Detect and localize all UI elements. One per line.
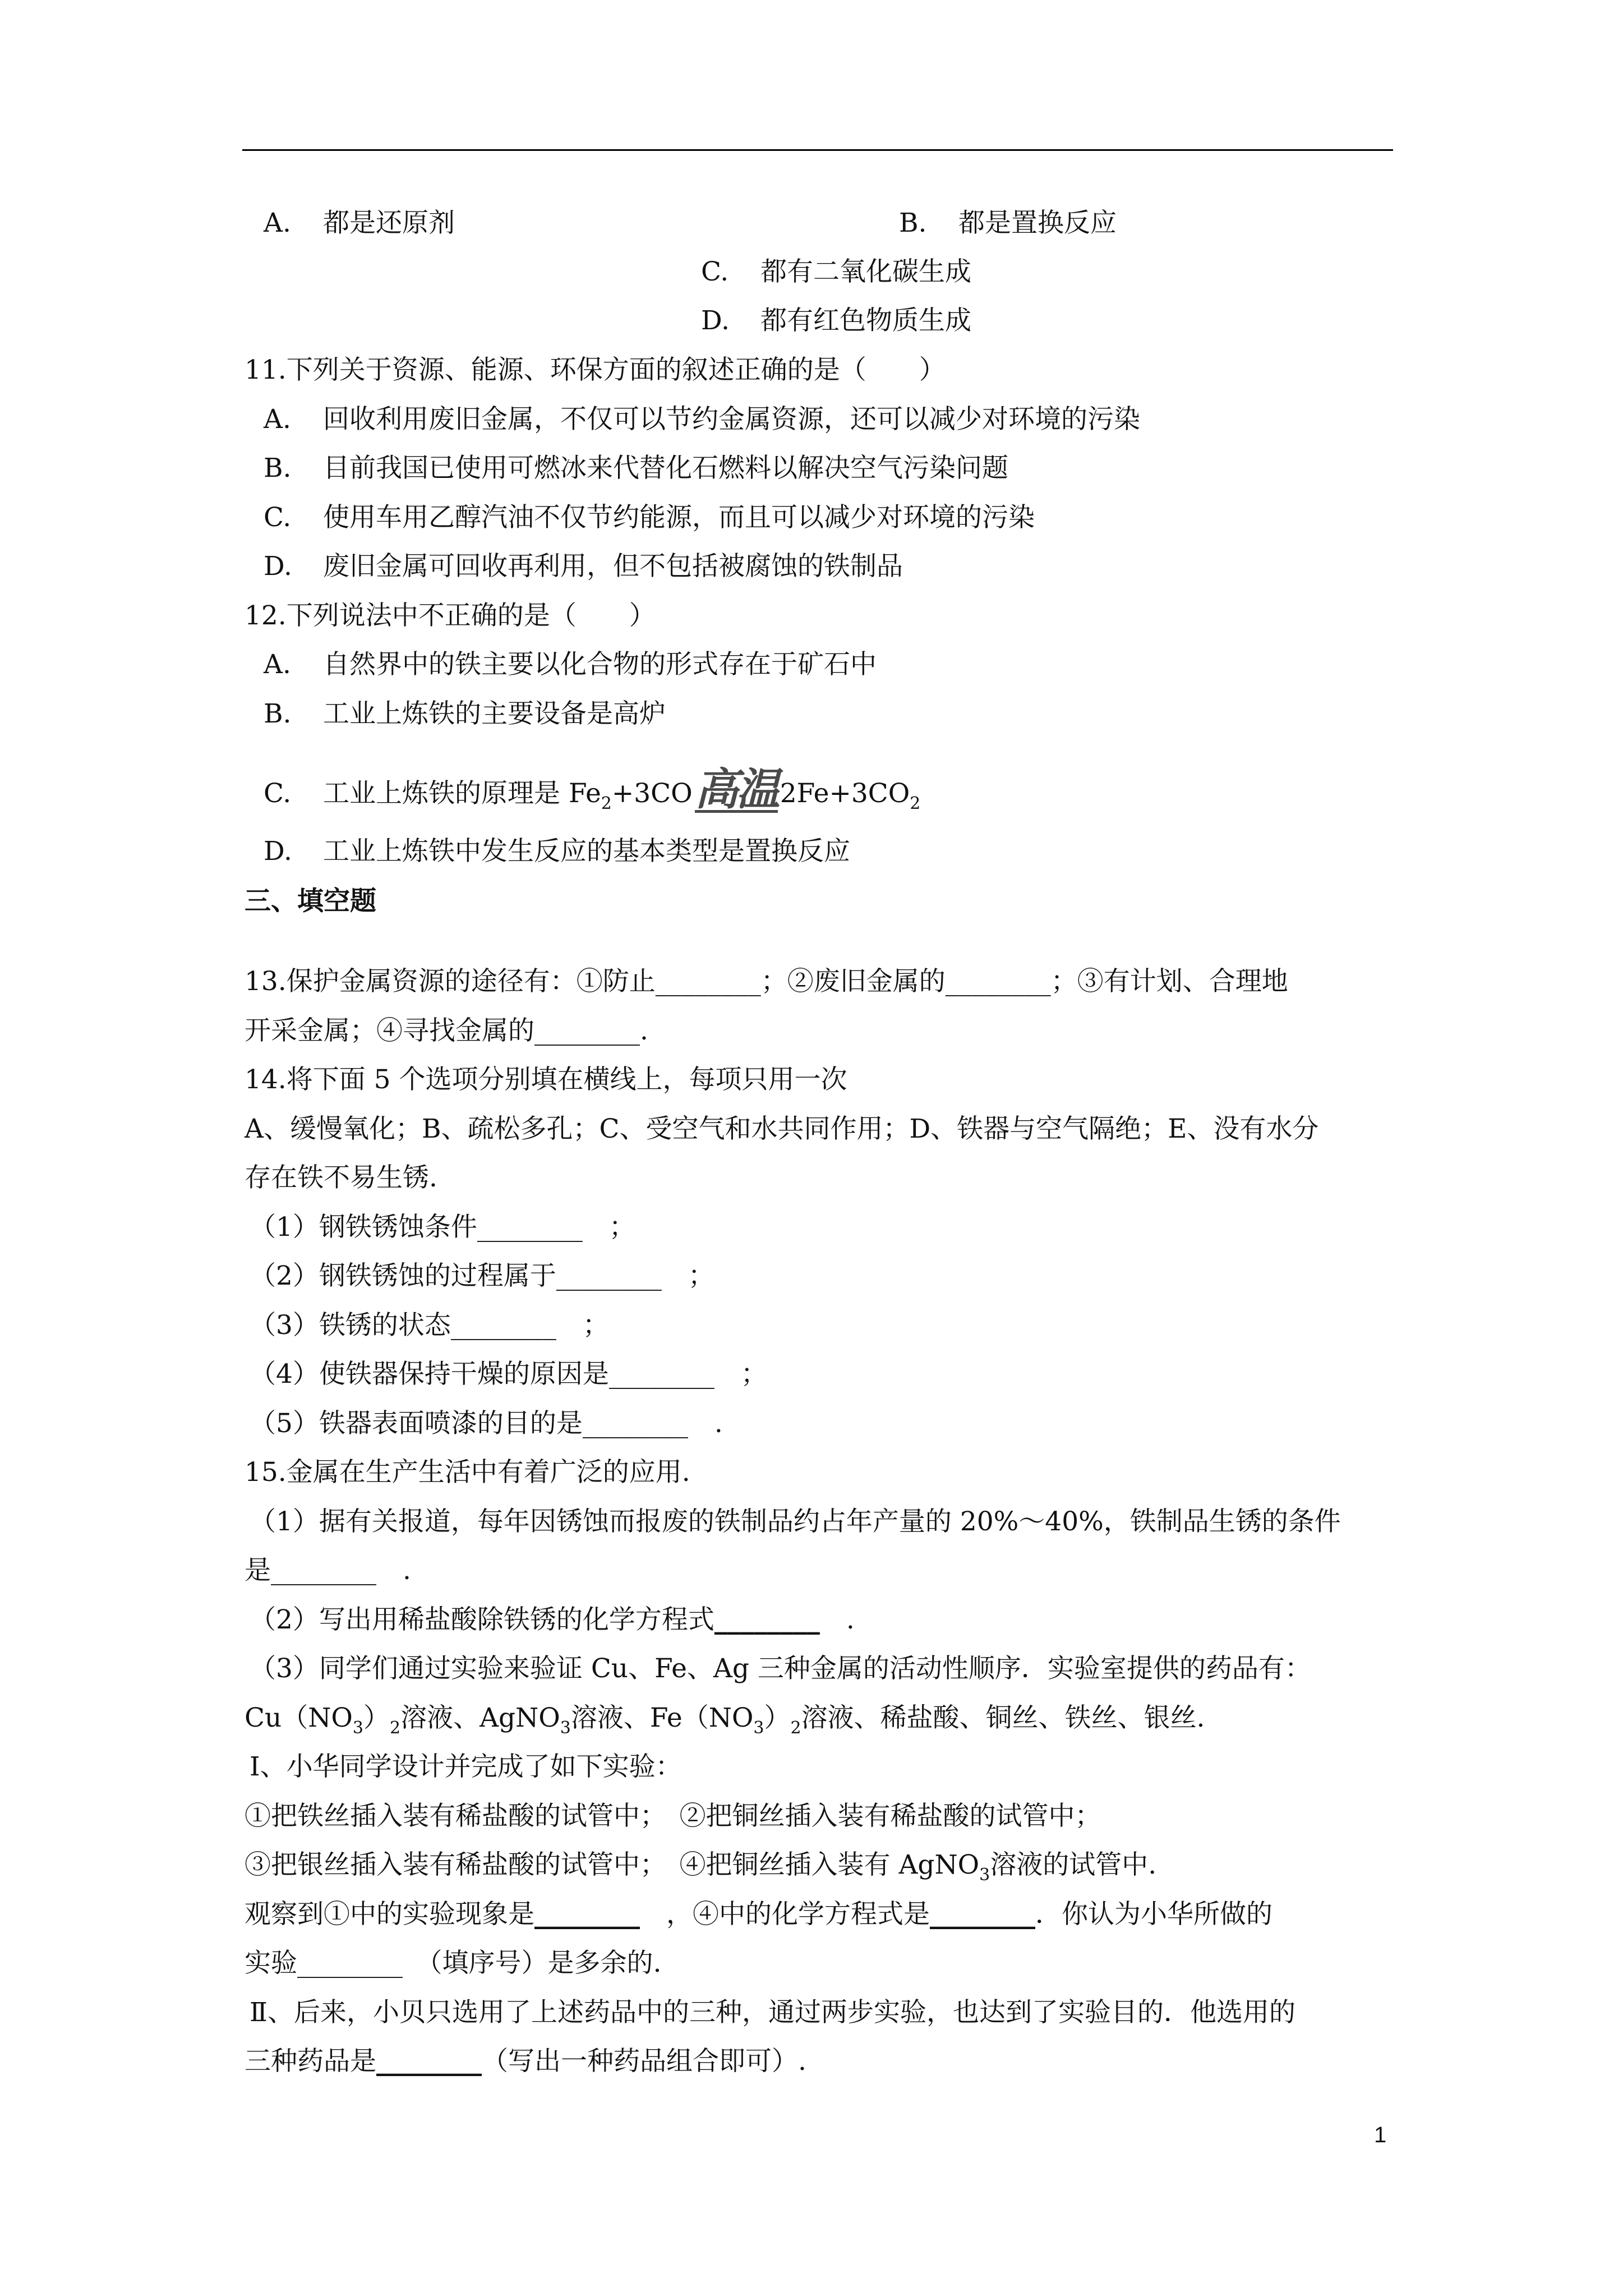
question-14-options-1: A、缓慢氧化；B、疏松多孔；C、受空气和水共同作用；D、铁器与空气隔绝；E、没有水分 bbox=[245, 1114, 1319, 1144]
question-15-part-1-line-1: （1）据有关报道，每年因锈蚀而报废的铁制品约占年产量的 20%～40%，铁制品生锈的条件 bbox=[250, 1506, 1341, 1537]
question-13-line-2: 开采金属；④寻找金属的________. bbox=[245, 1015, 648, 1046]
question-14-item-4: （4）使铁器保持干燥的原因是________ ； bbox=[250, 1359, 767, 1389]
question-15-section-ii-line-2: 三种药品是________（写出一种药品组合即可）. bbox=[245, 2046, 806, 2077]
question-14-options-2: 存在铁不易生锈. bbox=[245, 1162, 437, 1193]
question-15-experiments-1: ①把铁丝插入装有稀盐酸的试管中； ②把铜丝插入装有稀盐酸的试管中； bbox=[245, 1801, 1101, 1832]
question-13-line-1: 13.保护金属资源的途径有：①防止________；②废旧金属的________；③有计划、合理地 bbox=[245, 966, 1288, 997]
section-heading-fill-in: 三、填空题 bbox=[245, 886, 376, 917]
option-q10-a: A. 都是还原剂 bbox=[264, 208, 455, 238]
question-15-part-3-line-1: （3）同学们通过实验来验证 Cu、Fe、Ag 三种金属的活动性顺序．实验室提供的药品有： bbox=[250, 1653, 1311, 1684]
question-15: 15.金属在生产生活中有着广泛的应用. bbox=[245, 1457, 690, 1488]
option-q11-c: C. 使用车用乙醇汽油不仅节约能源，而且可以减少对环境的污染 bbox=[264, 502, 1035, 533]
page-number: 1 bbox=[1374, 2123, 1387, 2147]
option-q12-c: C. 工业上炼铁的原理是 $Fe_2+3CO$高温$2Fe+3CO_2$ bbox=[264, 765, 921, 815]
question-15-part-1-line-2: 是________ . bbox=[245, 1555, 411, 1586]
question-15-part-3-line-2: $Cu(NO_3)_2$溶液、AgNO$_3$溶液、$Fe(NO_3)_2$溶液、稀盐酸、铜丝、铁丝、银丝. bbox=[245, 1703, 1205, 1738]
question-15-observation: 观察到①中的实验现象是________ ，④中的化学方程式是________．你认为小华所做的 bbox=[245, 1899, 1272, 1930]
question-15-redundant-experiment: 实验________ （填序号）是多余的. bbox=[245, 1948, 662, 1978]
question-15-experiments-2: ③把银丝插入装有稀盐酸的试管中； ④把铜丝插入装有 AgNO$_3$溶液的试管中. bbox=[245, 1849, 1157, 1885]
question-14-item-2: （2）钢铁锈蚀的过程属于________ ； bbox=[250, 1260, 714, 1291]
question-11: 11.下列关于资源、能源、环保方面的叙述正确的是（ ） bbox=[245, 355, 946, 385]
question-15-section-i: Ⅰ、小华同学设计并完成了如下实验： bbox=[250, 1751, 682, 1782]
header-rule bbox=[242, 149, 1393, 151]
option-q12-d: D. 工业上炼铁中发生反应的基本类型是置换反应 bbox=[264, 836, 850, 867]
option-q10-b: B. 都是置换反应 bbox=[899, 208, 1117, 238]
option-q10-c: C. 都有二氧化碳生成 bbox=[701, 256, 971, 287]
question-14-item-1: （1）钢铁锈蚀条件________ ； bbox=[250, 1212, 635, 1243]
question-15-section-ii-line-1: Ⅱ、后来，小贝只选用了上述药品中的三种，通过两步实验，也达到了实验目的．他选用的 bbox=[250, 1997, 1295, 2028]
question-14: 14.将下面 5 个选项分别填在横线上，每项只用一次 bbox=[245, 1064, 847, 1095]
question-12: 12.下列说法中不正确的是（ ） bbox=[245, 600, 656, 631]
high-temperature-condition: 高温 bbox=[694, 765, 778, 815]
option-q10-d: D. 都有红色物质生成 bbox=[701, 305, 971, 336]
question-14-item-5: （5）铁器表面喷漆的目的是________ . bbox=[250, 1408, 723, 1439]
option-q12-a: A. 自然界中的铁主要以化合物的形式存在于矿石中 bbox=[264, 649, 877, 680]
option-q12-b: B. 工业上炼铁的主要设备是高炉 bbox=[264, 698, 666, 729]
option-q11-b: B. 目前我国已使用可燃冰来代替化石燃料以解决空气污染问题 bbox=[264, 453, 1008, 484]
question-15-part-2: （2）写出用稀盐酸除铁锈的化学方程式________ . bbox=[250, 1604, 855, 1635]
question-14-item-3: （3）铁锈的状态________ ； bbox=[250, 1310, 609, 1341]
option-q11-d: D. 废旧金属可回收再利用，但不包括被腐蚀的铁制品 bbox=[264, 551, 903, 582]
option-q11-a: A. 回收利用废旧金属，不仅可以节约金属资源，还可以减少对环境的污染 bbox=[264, 404, 1140, 435]
